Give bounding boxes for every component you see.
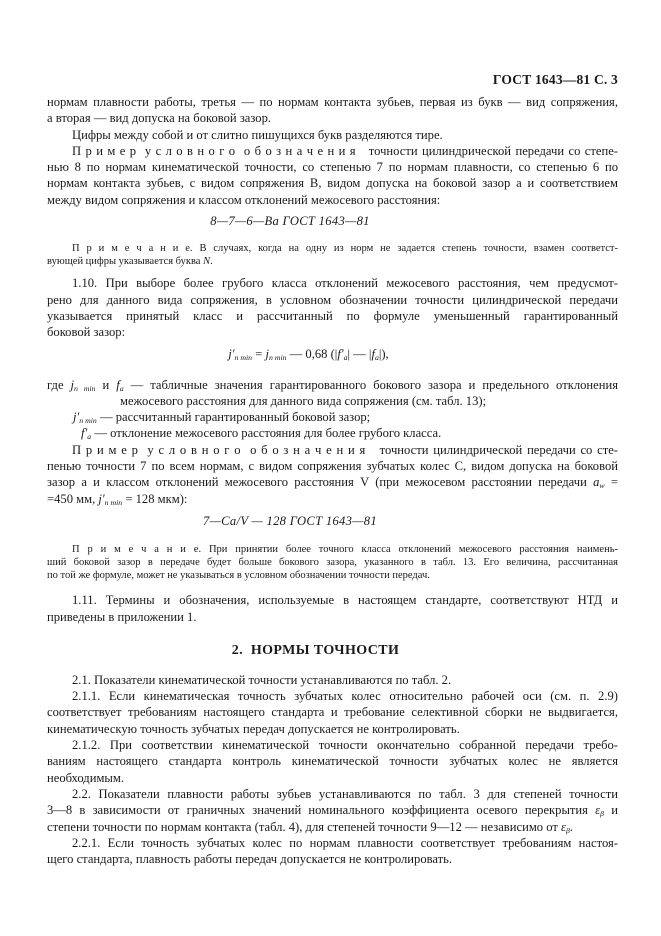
clause-2-1-1-line bbox=[47, 721, 618, 737]
text-run: указывается принятый класс и рассчитанный по формуле уменьшенный гарантированный bbox=[47, 308, 618, 323]
example-2-line bbox=[47, 458, 618, 474]
clause-2-1-1-line bbox=[47, 704, 618, 720]
note-2-line bbox=[47, 556, 618, 569]
example-2-line bbox=[47, 491, 618, 507]
text-run: — 0,68 (| bbox=[286, 346, 338, 361]
clause-2-1-line bbox=[47, 672, 618, 688]
clause-2-1-2-line bbox=[47, 753, 618, 769]
example-1-line bbox=[47, 159, 618, 175]
text-run: и bbox=[604, 803, 618, 818]
text-run: нью 8 по нормам кинематической точности, со степенью 7 по нормам плавности, со степенью 6 по bbox=[47, 160, 618, 175]
text-run: 2.1. Показатели кинематической точности устанавливаются по табл. 2. bbox=[72, 672, 452, 687]
text-run: j bbox=[70, 377, 75, 392]
note-2-line bbox=[47, 543, 618, 556]
text-run: j′ bbox=[228, 346, 235, 361]
clause-2-1-2-line bbox=[47, 737, 618, 753]
text-run: и bbox=[95, 377, 117, 392]
text-run: рено для данного вида сопряжения, в условном обозначении точности цилиндрической передачи bbox=[47, 292, 618, 307]
text-run: ε bbox=[595, 803, 601, 818]
where-definition-line bbox=[81, 425, 618, 441]
text-run: = 128 мкм): bbox=[122, 491, 188, 506]
text-run: приведены в приложении 1. bbox=[47, 609, 197, 624]
clause-2-2-1-line bbox=[47, 835, 618, 851]
text-run: 2.1.1. Если кинематическая точность зубчатых колес относительно рабочей оси (см. п. 2.9) bbox=[72, 689, 618, 704]
text-run: |), bbox=[378, 346, 389, 361]
text-run: ε bbox=[561, 819, 566, 834]
subscript: n min bbox=[79, 416, 97, 426]
formula bbox=[47, 345, 618, 363]
para-digits-line bbox=[47, 127, 618, 143]
text-run: вующей цифры указывается буква bbox=[47, 256, 204, 268]
subscript: n min bbox=[104, 497, 123, 507]
clause-1-11-line bbox=[47, 609, 618, 625]
text-run: а вторая — вид допуска на боковой зазор. bbox=[47, 111, 272, 126]
subscript: w bbox=[599, 481, 605, 491]
para-suffix-line bbox=[47, 94, 618, 110]
example-1-line bbox=[47, 192, 618, 208]
text-run: 8—7—6—Ва ГОСТ 1643—81 bbox=[210, 214, 370, 229]
text-run: f′ bbox=[337, 346, 344, 361]
clause-2-2-line bbox=[47, 786, 618, 802]
text-run: П р и м е р у с л о в н о г о о б о з н а ч е н и я точности цилиндрической передачи со степе- bbox=[72, 143, 618, 158]
text-run: по той же формуле, может не указываться в условном обозначении точности передач. bbox=[47, 570, 430, 582]
text-run: 1.11. Термины и обозначения, используемые в настоящем стандарте, соответствуют НТД и bbox=[72, 593, 618, 608]
text-run: где bbox=[47, 377, 71, 392]
text-run: 2.1.2. При соответствии кинематической точности окончательно собранной передачи требо- bbox=[72, 738, 618, 753]
text-run: щего стандарта, плавность работы передач допускается не контролировать. bbox=[47, 852, 453, 867]
subscript: β bbox=[566, 825, 570, 835]
clause-1-11-line bbox=[47, 592, 618, 608]
text-run: — табличные значения гарантированного бокового зазора и предельного отклонения bbox=[123, 377, 618, 392]
subscript: β bbox=[600, 809, 605, 819]
subscript: n min bbox=[74, 383, 96, 393]
clause-2-1-1-line bbox=[47, 688, 618, 704]
where-definition-line bbox=[47, 377, 618, 393]
text-run: нормам контакта зубьев, с видом сопряжения В, видом допуска на боковой зазор а и соответствием bbox=[47, 176, 618, 191]
clause-2-2-line bbox=[47, 819, 618, 835]
subscript: a bbox=[119, 383, 124, 393]
text-run: межосевого расстояния для данного вида сопряжения (см. табл. 13); bbox=[120, 393, 487, 408]
designation-example-1 bbox=[47, 213, 618, 229]
text-run: кинематическую точность зубчатых передач допускается не контролировать. bbox=[47, 721, 460, 736]
section-heading bbox=[47, 642, 618, 659]
text-run: f bbox=[371, 346, 375, 361]
example-2-line bbox=[47, 442, 618, 458]
text-run: ваниям настоящего стандарта контроль кинематической точности зубчатых колес не является bbox=[47, 754, 618, 769]
clause-2-2-1-line bbox=[47, 851, 618, 867]
note-1-line bbox=[47, 242, 618, 255]
text-run: f′ bbox=[81, 426, 88, 441]
text-run: 2. НОРМЫ ТОЧНОСТИ bbox=[231, 642, 400, 658]
text-run: = bbox=[604, 475, 618, 490]
subscript: a bbox=[87, 432, 92, 442]
clause-1-10-line bbox=[47, 275, 618, 291]
text-run: — рассчитанный гарантированный боковой зазор; bbox=[96, 410, 371, 425]
text-run: П р и м е р у с л о в н о г о о б о з н а ч е н и я точности цилиндрической передачи со сте- bbox=[72, 442, 618, 457]
text-run: соответствует требованиям настоящего стандарта и требование селективной сборки не выдвигается, bbox=[47, 705, 618, 720]
clause-1-10-line bbox=[47, 324, 618, 340]
text-run: =450 мм, bbox=[47, 491, 99, 506]
note-2-line bbox=[47, 569, 618, 582]
designation-example-2 bbox=[47, 513, 618, 529]
text-run: между видом сопряжения и классом отклонений межосевого расстояния: bbox=[47, 192, 441, 207]
text-run: N bbox=[203, 256, 211, 268]
text-run: пенью точности 7 по всем нормам, с видом сопряжения зубчатых колес С, видом допуска на боковой bbox=[47, 459, 618, 474]
text-run: 7—Са/V — 128 ГОСТ 1643—81 bbox=[203, 513, 377, 528]
text-run: . bbox=[569, 819, 574, 834]
text-run: необходимым. bbox=[47, 770, 125, 785]
text-run: = bbox=[252, 346, 266, 361]
text-run: a bbox=[593, 475, 600, 490]
text-run: — отклонение межосевого расстояния для более грубого класса. bbox=[91, 426, 442, 441]
clause-2-2-line bbox=[47, 802, 618, 818]
clause-1-10-line bbox=[47, 292, 618, 308]
text-run: 1.10. При выборе более грубого класса отклонений межосевого расстояния, чем предусмот- bbox=[72, 276, 618, 291]
where-definition-line bbox=[120, 393, 618, 409]
text-run: ший боковой зазор в передаче будет больше бокового зазора, указанного в табл. 13. Его величина, рассчитанная bbox=[47, 557, 618, 569]
text-run: П р и м е ч а н и е. При принятии более точного класса отклонений межосевого расстояния наимень- bbox=[72, 544, 618, 556]
running-header: ГОСТ 1643—81 С. 3 bbox=[492, 72, 618, 87]
clause-2-1-2-line bbox=[47, 770, 618, 786]
text-run: нормам плавности работы, третья — по нормам контакта зубьев, первая из букв — вид сопряжения, bbox=[47, 95, 618, 109]
example-1-line bbox=[47, 143, 618, 159]
subscript: n min bbox=[268, 352, 287, 362]
example-1-line bbox=[47, 175, 618, 191]
text-run: Цифры между собой и от слитно пишущихся букв разделяются тире. bbox=[72, 127, 443, 142]
text-run: . bbox=[210, 256, 213, 268]
text-run: | — | bbox=[347, 346, 372, 361]
text-run: j′ bbox=[73, 410, 80, 425]
text-run: зазор а и классом отклонений межосевого расстояния V (при межосевом расстоянии передачи bbox=[47, 475, 594, 490]
text-run: П р и м е ч а н и е. В случаях, когда на одну из норм не задается степень точности, взамен соответст- bbox=[72, 243, 618, 255]
text-run: j′ bbox=[98, 491, 105, 506]
text-run: степени точности по нормам контакта (табл. 4), для степеней точности 9—12 — независимо от bbox=[47, 819, 562, 834]
document-body bbox=[47, 94, 618, 867]
text-run: 2.2. Показатели плавности работы зубьев устанавливаются по табл. 3 для степеней точности bbox=[72, 786, 618, 801]
para-suffix-line bbox=[47, 110, 618, 126]
text-run: 3—8 в зависимости от граничных значений номинального коэффициента осевого перекрытия bbox=[47, 803, 596, 818]
where-definition-line bbox=[73, 409, 618, 425]
note-1-line bbox=[47, 255, 618, 268]
text-run: 2.2.1. Если точность зубчатых колес по нормам плавности соответствует требованиям настоя- bbox=[72, 835, 618, 850]
clause-1-10-line bbox=[47, 308, 618, 324]
subscript: a bbox=[374, 352, 379, 362]
text-run: f bbox=[116, 377, 120, 392]
subscript: a bbox=[343, 352, 348, 362]
subscript: n min bbox=[234, 352, 253, 362]
text-run: боковой зазор: bbox=[47, 325, 126, 340]
example-2-line bbox=[47, 474, 618, 490]
text-run: j bbox=[265, 346, 269, 361]
